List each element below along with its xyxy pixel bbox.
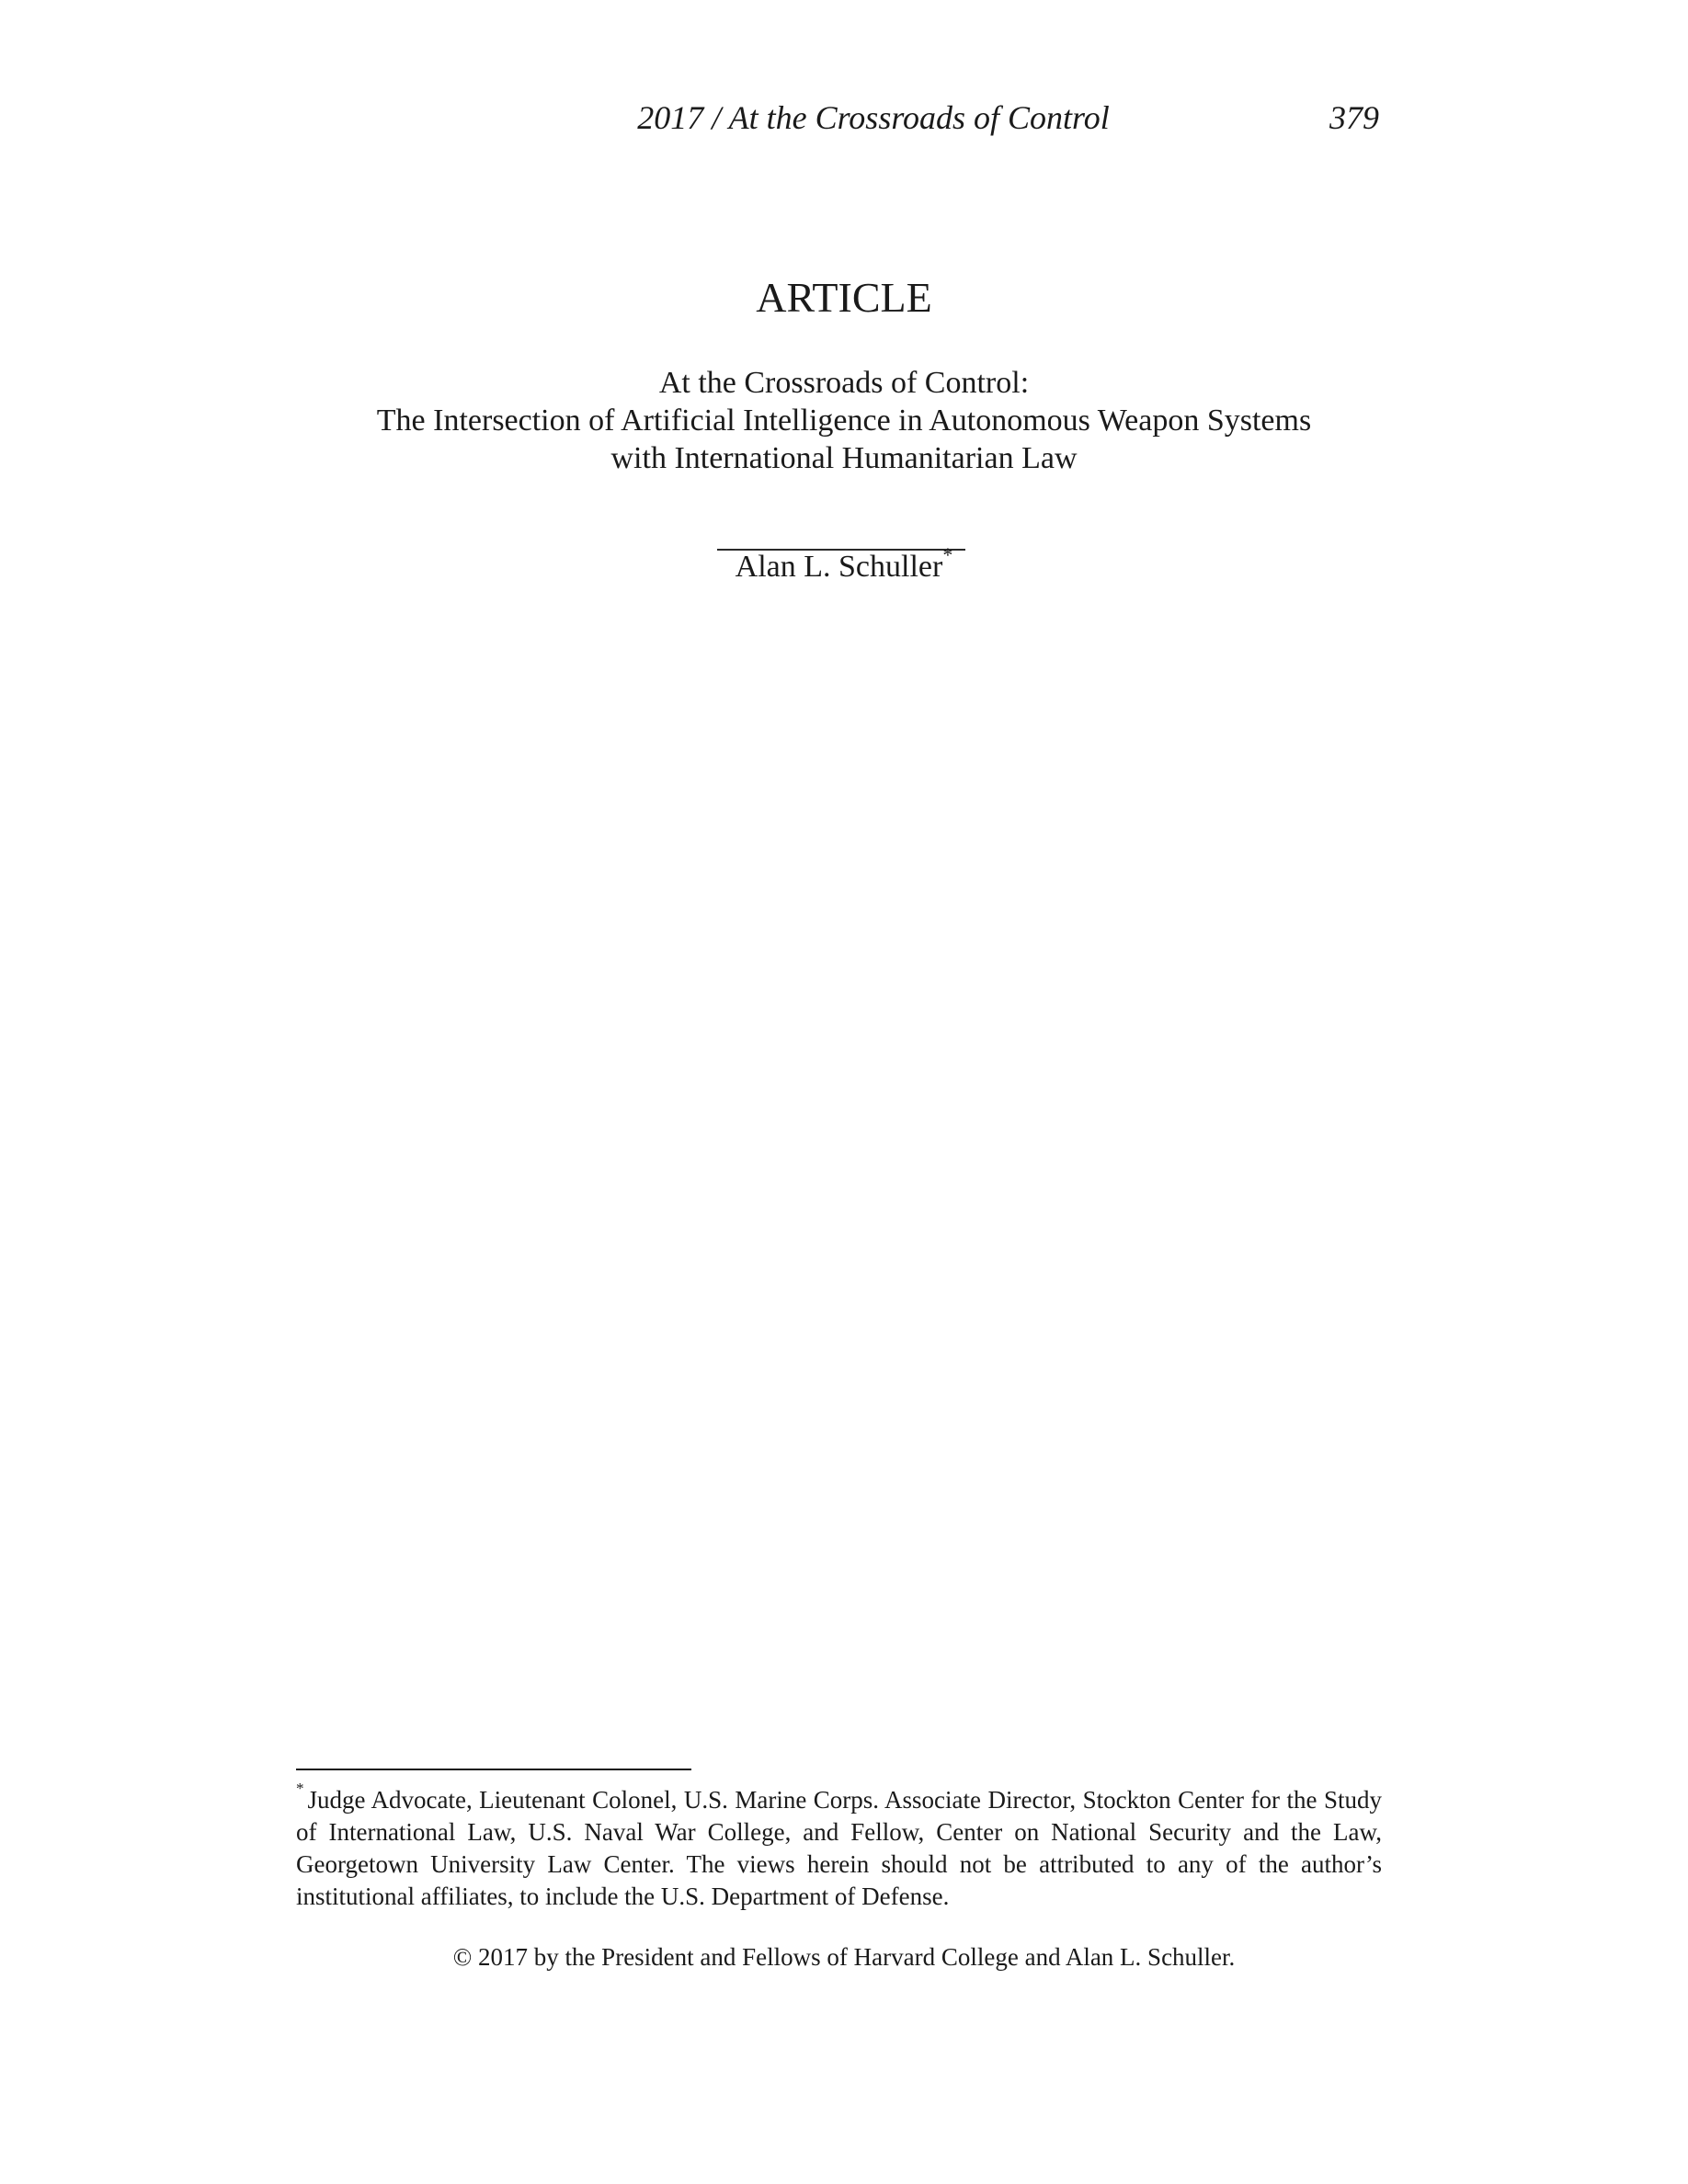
footnote-marker: * [296,1780,304,1797]
footnote-text: Judge Advocate, Lieutenant Colonel, U.S. Marine Corps. Associate Director, Stockton Center for the Study of International Law, U.S. Naval War College, and Fellow, Center on National Security and the Law, Georgetown University Law Center. The views herein should not be attributed to any of the author’s institutional affiliates, to include the U.S. Department of Defense. [296,1786,1382,1910]
author-footnote-marker: * [942,542,953,566]
article-title-line: The Intersection of Artificial Intelligence in Autonomous Weapon Systems [376,404,1312,438]
article-title [276,364,1412,477]
author-name: Alan L. Schuller [735,550,943,584]
article-label: ARTICLE [756,274,932,321]
copyright-notice: © 2017 by the President and Fellows of Harvard College and Alan L. Schuller. [452,1943,1236,1971]
article-title-line: with International Humanitarian Law [610,441,1078,475]
page-number: 379 [1329,99,1379,136]
author-byline [0,542,1688,586]
footnote-separator-rule [296,1769,691,1770]
author-footnote [296,1780,1382,1913]
running-title: 2017 / At the Crossroads of Control [637,99,1110,136]
article-title-line: At the Crossroads of Control: [658,366,1030,400]
